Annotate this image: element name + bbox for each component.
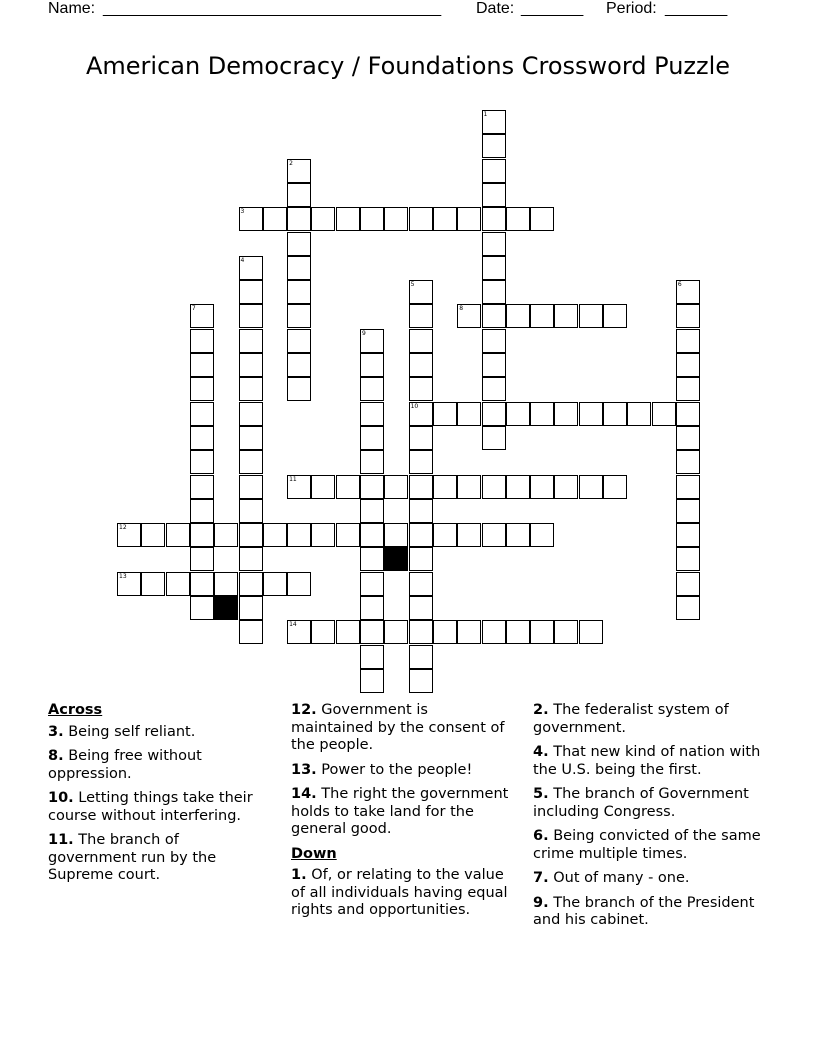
grid-cell[interactable] bbox=[384, 620, 408, 644]
grid-cell[interactable] bbox=[482, 620, 506, 644]
grid-cell[interactable] bbox=[482, 256, 506, 280]
grid-cell[interactable] bbox=[482, 110, 506, 134]
grid-cell[interactable] bbox=[239, 280, 263, 304]
grid-cell[interactable] bbox=[287, 159, 311, 183]
clue-item bbox=[48, 790, 268, 825]
clue-number-label: 10. bbox=[48, 790, 74, 806]
grid-cell[interactable] bbox=[239, 402, 263, 426]
clue-text: Of, or relating to the value of all individuals having equal rights and opportunities. bbox=[291, 867, 508, 918]
clue-number: 11 bbox=[289, 475, 297, 483]
grid-cell[interactable] bbox=[190, 523, 214, 547]
clue-text: Out of many - one. bbox=[548, 870, 690, 886]
grid-cell[interactable] bbox=[287, 232, 311, 256]
grid-cell[interactable] bbox=[409, 377, 433, 401]
grid-cell[interactable] bbox=[409, 426, 433, 450]
grid-cell[interactable] bbox=[482, 134, 506, 158]
grid-cell[interactable] bbox=[360, 547, 384, 571]
clues-column-2 bbox=[291, 702, 511, 927]
grid-cell[interactable] bbox=[530, 523, 554, 547]
grid-cell[interactable] bbox=[554, 620, 578, 644]
grid-cell[interactable] bbox=[287, 207, 311, 231]
grid-cell[interactable] bbox=[287, 256, 311, 280]
grid-cell[interactable] bbox=[409, 475, 433, 499]
clue-number-label: 5. bbox=[533, 786, 549, 802]
clue-text: The branch of the President and his cabinet. bbox=[533, 894, 755, 928]
clue-text: Letting things take their course without interfering. bbox=[48, 790, 253, 824]
clue-number-label: 14. bbox=[291, 786, 317, 802]
grid-cell[interactable] bbox=[530, 207, 554, 231]
clue-text: Being convicted of the same crime multiple times. bbox=[533, 828, 761, 862]
grid-cell[interactable] bbox=[652, 402, 676, 426]
grid-cell[interactable] bbox=[190, 402, 214, 426]
period-line[interactable]: _______ bbox=[665, 0, 728, 17]
clue-number: 12 bbox=[119, 524, 127, 532]
grid-cell[interactable] bbox=[190, 450, 214, 474]
clue-text: The federalist system of government. bbox=[533, 702, 729, 736]
grid-cell[interactable] bbox=[190, 547, 214, 571]
grid-cell[interactable] bbox=[457, 207, 481, 231]
grid-cell[interactable] bbox=[433, 620, 457, 644]
grid-cell[interactable] bbox=[190, 426, 214, 450]
grid-cell[interactable] bbox=[409, 669, 433, 693]
across-clue-list bbox=[48, 724, 268, 885]
grid-cell[interactable] bbox=[530, 475, 554, 499]
grid-cell[interactable] bbox=[287, 475, 311, 499]
grid-cell[interactable] bbox=[482, 159, 506, 183]
clue-number: 7 bbox=[191, 305, 196, 313]
grid-cell[interactable] bbox=[482, 353, 506, 377]
grid-cell[interactable] bbox=[482, 280, 506, 304]
grid-cell[interactable] bbox=[676, 547, 700, 571]
across-clue-list-continued bbox=[291, 702, 511, 839]
grid-cell[interactable] bbox=[579, 402, 603, 426]
grid-cell[interactable] bbox=[384, 523, 408, 547]
grid-cell[interactable] bbox=[676, 596, 700, 620]
grid-cell[interactable] bbox=[190, 596, 214, 620]
grid-cell[interactable] bbox=[409, 572, 433, 596]
grid-cell[interactable] bbox=[676, 377, 700, 401]
clue-number-label: 6. bbox=[533, 828, 549, 844]
clue-number: 5 bbox=[410, 281, 415, 289]
clue-item bbox=[291, 762, 511, 780]
grid-cell[interactable] bbox=[579, 620, 603, 644]
page-title: American Democracy / Foundations Crossword Puzzle bbox=[85, 52, 731, 80]
grid-cell[interactable] bbox=[239, 377, 263, 401]
grid-cell[interactable] bbox=[287, 523, 311, 547]
grid-cell[interactable] bbox=[482, 377, 506, 401]
grid-cell[interactable] bbox=[676, 304, 700, 328]
grid-cell[interactable] bbox=[482, 304, 506, 328]
clue-item bbox=[533, 702, 783, 737]
grid-cell[interactable] bbox=[482, 402, 506, 426]
clue-item bbox=[291, 702, 511, 755]
clue-text: Being free without oppression. bbox=[48, 748, 202, 782]
clue-number: 3 bbox=[240, 208, 245, 216]
grid-cell[interactable] bbox=[603, 402, 627, 426]
clue-number: 13 bbox=[119, 572, 127, 580]
grid-cell[interactable] bbox=[239, 353, 263, 377]
grid-cell[interactable] bbox=[482, 523, 506, 547]
clue-number-label: 7. bbox=[533, 870, 549, 886]
clue-item bbox=[48, 724, 268, 742]
grid-cell[interactable] bbox=[239, 329, 263, 353]
grid-cell[interactable] bbox=[433, 475, 457, 499]
clue-number: 6 bbox=[677, 281, 682, 289]
clue-text: Government is maintained by the consent of the people. bbox=[291, 702, 505, 753]
clue-number-label: 11. bbox=[48, 832, 74, 848]
grid-cell[interactable] bbox=[409, 450, 433, 474]
grid-cell[interactable] bbox=[287, 280, 311, 304]
grid-cell[interactable] bbox=[506, 523, 530, 547]
grid-cell[interactable] bbox=[117, 523, 141, 547]
grid-cell[interactable] bbox=[676, 450, 700, 474]
clue-number-label: 8. bbox=[48, 748, 64, 764]
grid-cell[interactable] bbox=[409, 596, 433, 620]
grid-cell[interactable] bbox=[239, 499, 263, 523]
clue-number-label: 12. bbox=[291, 702, 317, 718]
grid-cell[interactable] bbox=[239, 426, 263, 450]
grid-cell[interactable] bbox=[239, 596, 263, 620]
grid-cell[interactable] bbox=[457, 402, 481, 426]
grid-cell[interactable] bbox=[433, 402, 457, 426]
grid-cell[interactable] bbox=[482, 183, 506, 207]
grid-cell[interactable] bbox=[239, 450, 263, 474]
clue-number: 14 bbox=[289, 621, 297, 629]
grid-cell[interactable] bbox=[117, 572, 141, 596]
clue-text: The right the government holds to take land for the general good. bbox=[291, 786, 509, 837]
grid-cell[interactable] bbox=[287, 377, 311, 401]
grid-cell[interactable] bbox=[311, 475, 335, 499]
clue-item bbox=[533, 744, 783, 779]
grid-cell[interactable] bbox=[409, 547, 433, 571]
clues-column-3 bbox=[533, 702, 783, 937]
clue-item bbox=[533, 895, 783, 930]
grid-cell[interactable] bbox=[190, 353, 214, 377]
grid-cell[interactable] bbox=[311, 523, 335, 547]
grid-cell[interactable] bbox=[360, 426, 384, 450]
grid-cell[interactable] bbox=[190, 377, 214, 401]
grid-cell[interactable] bbox=[384, 207, 408, 231]
grid-cell[interactable] bbox=[141, 523, 165, 547]
grid-cell[interactable] bbox=[676, 572, 700, 596]
grid-cell[interactable] bbox=[190, 499, 214, 523]
date-label: Date: bbox=[476, 0, 515, 17]
grid-cell[interactable] bbox=[457, 304, 481, 328]
clue-item bbox=[533, 828, 783, 863]
grid-cell[interactable] bbox=[530, 620, 554, 644]
clue-item bbox=[48, 748, 268, 783]
grid-cell[interactable] bbox=[311, 207, 335, 231]
clue-text: Being self reliant. bbox=[63, 723, 196, 740]
grid-cell[interactable] bbox=[676, 280, 700, 304]
grid-cell[interactable] bbox=[287, 572, 311, 596]
grid-cell[interactable] bbox=[554, 402, 578, 426]
grid-cell[interactable] bbox=[676, 329, 700, 353]
grid-cell[interactable] bbox=[506, 402, 530, 426]
period-label: Period: bbox=[606, 0, 657, 17]
grid-cell[interactable] bbox=[530, 402, 554, 426]
clue-number: 10 bbox=[410, 402, 419, 410]
grid-cell[interactable] bbox=[239, 256, 263, 280]
grid-cell[interactable] bbox=[579, 304, 603, 328]
grid-cell[interactable] bbox=[676, 353, 700, 377]
grid-cell[interactable] bbox=[190, 329, 214, 353]
grid-cell[interactable] bbox=[676, 475, 700, 499]
grid-cell[interactable] bbox=[676, 402, 700, 426]
grid-cell[interactable] bbox=[287, 329, 311, 353]
grid-cell[interactable] bbox=[409, 645, 433, 669]
clue-number-label: 13. bbox=[291, 761, 317, 778]
grid-cell[interactable] bbox=[627, 402, 651, 426]
grid-cell[interactable] bbox=[214, 523, 238, 547]
clue-item bbox=[48, 832, 268, 885]
grid-cell[interactable] bbox=[214, 572, 238, 596]
grid-cell[interactable] bbox=[433, 523, 457, 547]
grid-cell[interactable] bbox=[239, 475, 263, 499]
grid-cell[interactable] bbox=[360, 572, 384, 596]
grid-cell[interactable] bbox=[506, 620, 530, 644]
grid-cell[interactable] bbox=[360, 450, 384, 474]
clue-number-label: 2. bbox=[533, 702, 549, 718]
grid-cell[interactable] bbox=[409, 280, 433, 304]
grid-cell[interactable] bbox=[409, 499, 433, 523]
grid-cell[interactable] bbox=[190, 572, 214, 596]
grid-cell[interactable] bbox=[482, 232, 506, 256]
grid-cell[interactable] bbox=[239, 304, 263, 328]
grid-cell[interactable] bbox=[311, 620, 335, 644]
grid-cell[interactable] bbox=[336, 475, 360, 499]
grid-cell[interactable] bbox=[360, 523, 384, 547]
grid-cell[interactable] bbox=[287, 304, 311, 328]
grid-cell[interactable] bbox=[190, 475, 214, 499]
grid-cell[interactable] bbox=[506, 475, 530, 499]
grid-cell[interactable] bbox=[482, 207, 506, 231]
clues-column-1 bbox=[48, 702, 268, 892]
grid-cell[interactable] bbox=[676, 499, 700, 523]
grid-cell[interactable] bbox=[360, 596, 384, 620]
clue-item bbox=[533, 870, 783, 888]
grid-cell[interactable] bbox=[530, 304, 554, 328]
black-cell bbox=[214, 596, 238, 620]
grid-cell[interactable] bbox=[506, 207, 530, 231]
clue-number: 8 bbox=[459, 305, 464, 313]
clue-number: 9 bbox=[362, 329, 366, 337]
down-clue-list-continued bbox=[533, 702, 783, 930]
grid-cell[interactable] bbox=[239, 547, 263, 571]
grid-cell[interactable] bbox=[239, 523, 263, 547]
grid-cell[interactable] bbox=[360, 475, 384, 499]
clue-text: The branch of Government including Congress. bbox=[533, 786, 749, 820]
clue-number: 4 bbox=[240, 256, 245, 264]
grid-cell[interactable] bbox=[482, 329, 506, 353]
grid-cell[interactable] bbox=[166, 572, 190, 596]
clue-number-label: 3. bbox=[48, 723, 64, 740]
grid-cell[interactable] bbox=[579, 475, 603, 499]
clue-text: The branch of government run by the Supreme court. bbox=[48, 832, 217, 883]
grid-cell[interactable] bbox=[360, 402, 384, 426]
grid-cell[interactable] bbox=[457, 620, 481, 644]
grid-cell[interactable] bbox=[603, 304, 627, 328]
grid-cell[interactable] bbox=[554, 475, 578, 499]
grid-cell[interactable] bbox=[482, 426, 506, 450]
clue-number-label: 4. bbox=[533, 744, 549, 760]
date-line[interactable]: _______ bbox=[521, 0, 584, 17]
grid-cell[interactable] bbox=[433, 207, 457, 231]
grid-cell[interactable] bbox=[676, 523, 700, 547]
down-heading: Down bbox=[291, 845, 337, 862]
grid-cell[interactable] bbox=[457, 523, 481, 547]
grid-cell[interactable] bbox=[409, 329, 433, 353]
grid-cell[interactable] bbox=[409, 402, 433, 426]
grid-cell[interactable] bbox=[506, 304, 530, 328]
grid-cell[interactable] bbox=[336, 620, 360, 644]
grid-cell[interactable] bbox=[457, 475, 481, 499]
clue-text: That new kind of nation with the U.S. being the first. bbox=[533, 744, 761, 778]
grid-cell[interactable] bbox=[384, 475, 408, 499]
grid-cell[interactable] bbox=[603, 475, 627, 499]
grid-cell[interactable] bbox=[336, 523, 360, 547]
grid-cell[interactable] bbox=[141, 572, 165, 596]
grid-cell[interactable] bbox=[336, 207, 360, 231]
grid-cell[interactable] bbox=[263, 572, 287, 596]
grid-cell[interactable] bbox=[409, 353, 433, 377]
name-label: Name: bbox=[48, 0, 96, 17]
black-cell bbox=[384, 547, 408, 571]
grid-cell[interactable] bbox=[482, 475, 506, 499]
grid-cell[interactable] bbox=[554, 304, 578, 328]
grid-cell[interactable] bbox=[239, 572, 263, 596]
grid-cell[interactable] bbox=[360, 329, 384, 353]
grid-cell[interactable] bbox=[676, 426, 700, 450]
grid-cell[interactable] bbox=[263, 207, 287, 231]
grid-cell[interactable] bbox=[360, 377, 384, 401]
grid-cell[interactable] bbox=[166, 523, 190, 547]
grid-cell[interactable] bbox=[287, 353, 311, 377]
grid-cell[interactable] bbox=[360, 645, 384, 669]
grid-cell[interactable] bbox=[287, 620, 311, 644]
grid-cell[interactable] bbox=[360, 207, 384, 231]
name-line[interactable]: ______________________________________ bbox=[103, 0, 442, 17]
grid-cell[interactable] bbox=[409, 620, 433, 644]
clue-number: 2 bbox=[289, 159, 293, 167]
clue-number-label: 9. bbox=[533, 894, 549, 911]
clue-number-label: 1. bbox=[291, 867, 307, 883]
clue-item bbox=[291, 867, 511, 920]
grid-cell[interactable] bbox=[190, 304, 214, 328]
grid-cell[interactable] bbox=[239, 207, 263, 231]
grid-cell[interactable] bbox=[409, 207, 433, 231]
clue-item bbox=[291, 786, 511, 839]
clue-text: Power to the people! bbox=[316, 761, 473, 778]
grid-cell[interactable] bbox=[360, 620, 384, 644]
grid-cell[interactable] bbox=[360, 669, 384, 693]
clue-number: 1 bbox=[483, 111, 488, 118]
grid-cell[interactable] bbox=[360, 499, 384, 523]
grid-cell[interactable] bbox=[409, 523, 433, 547]
down-clue-list bbox=[291, 867, 511, 920]
grid-cell[interactable] bbox=[360, 353, 384, 377]
across-heading: Across bbox=[48, 702, 103, 718]
clue-item bbox=[533, 786, 783, 821]
grid-cell[interactable] bbox=[287, 183, 311, 207]
grid-cell[interactable] bbox=[409, 304, 433, 328]
grid-cell[interactable] bbox=[263, 523, 287, 547]
grid-cell[interactable] bbox=[239, 620, 263, 644]
